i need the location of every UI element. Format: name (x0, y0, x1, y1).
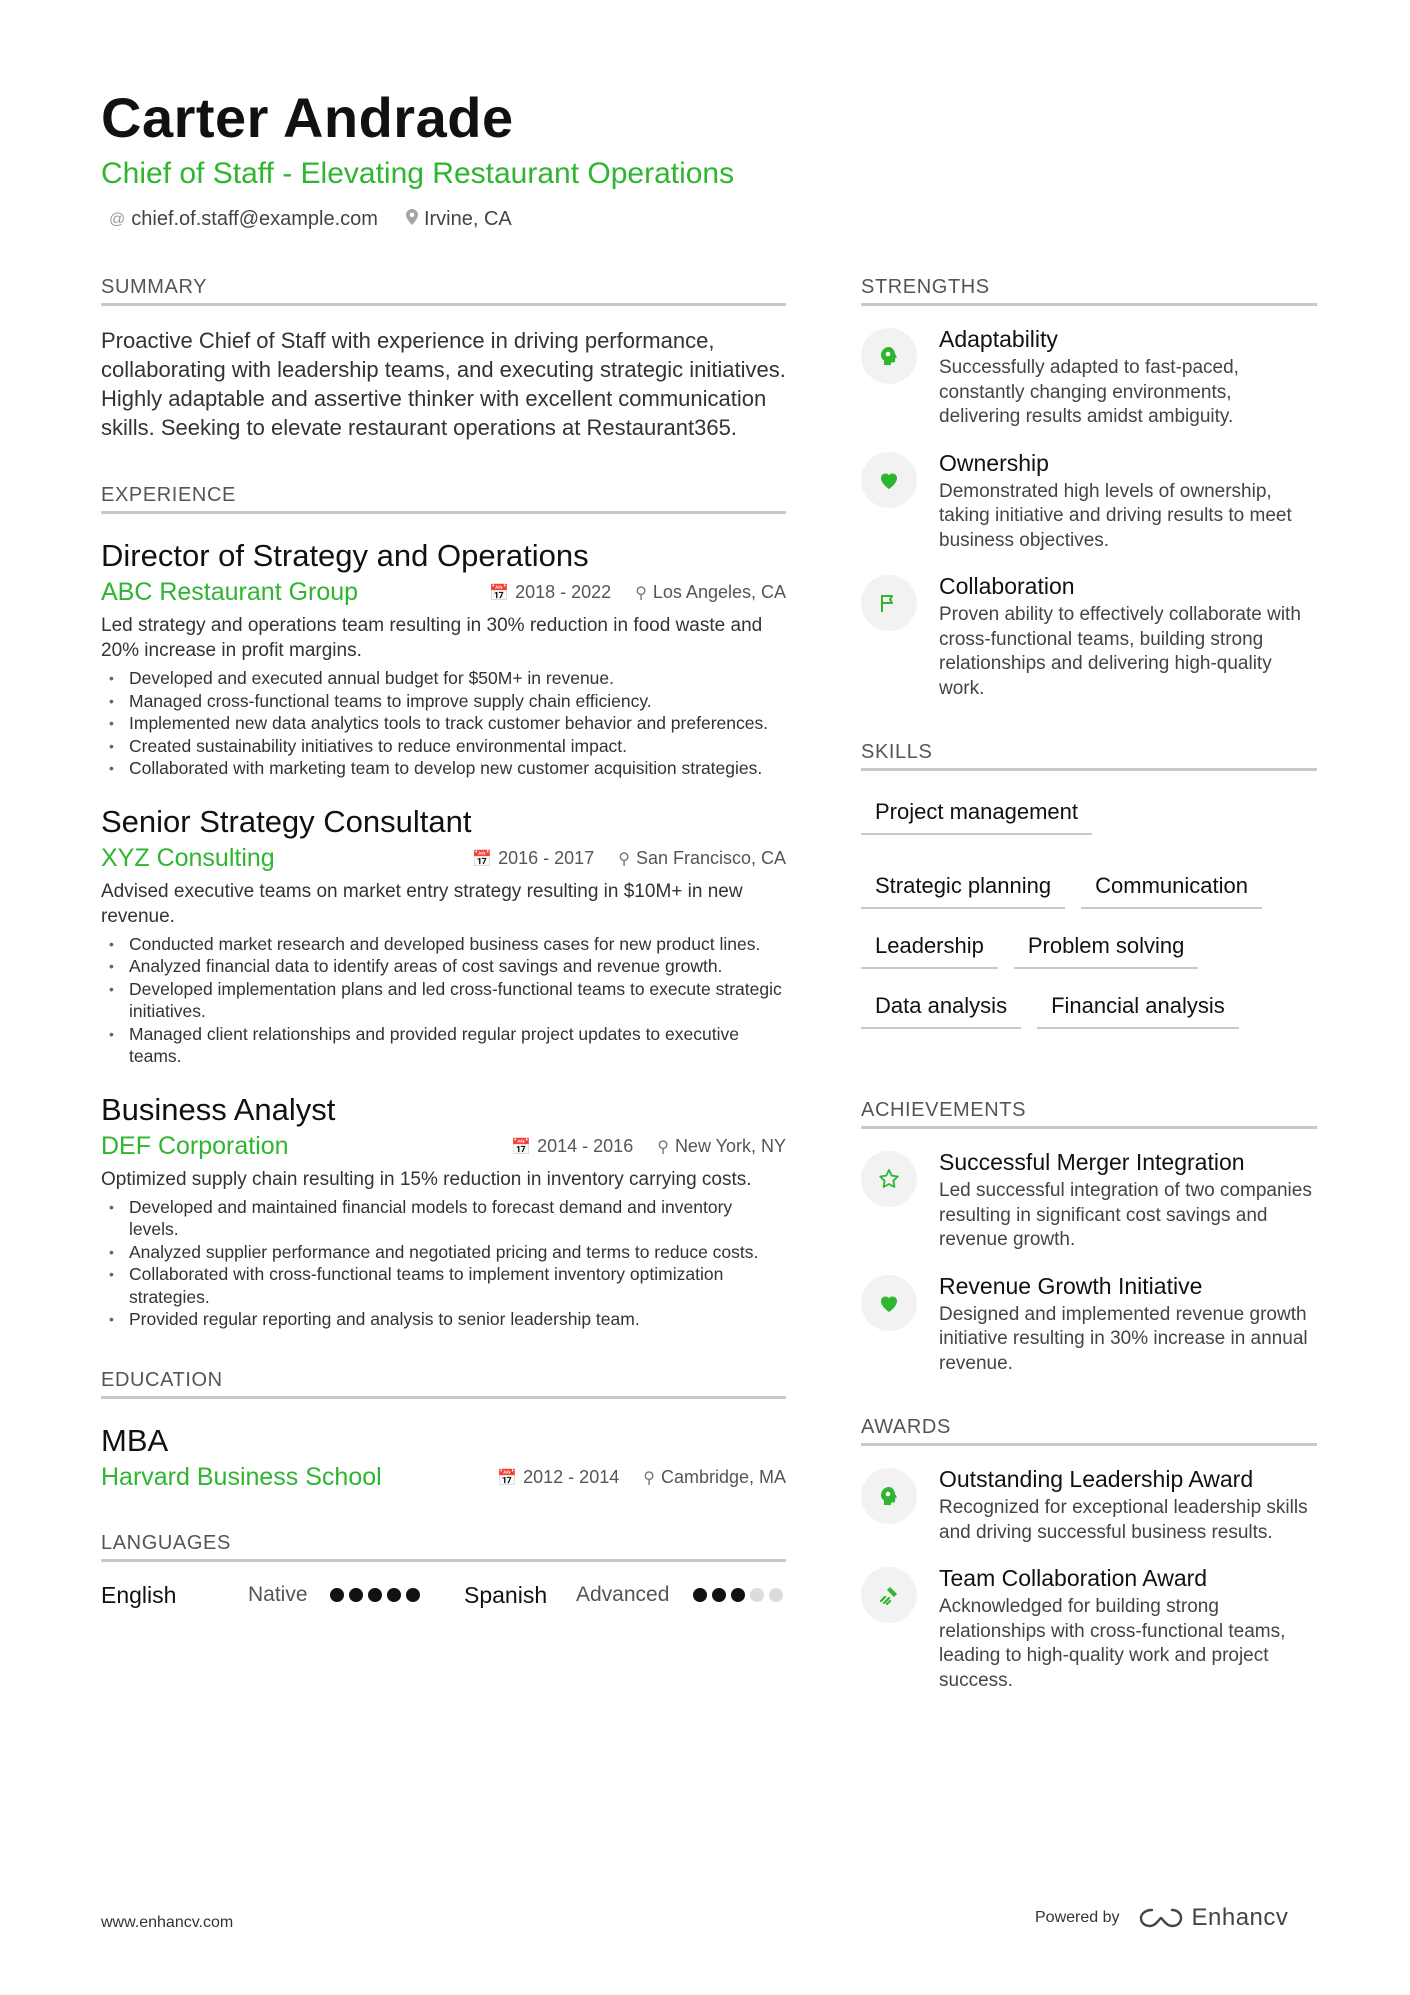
job-location (657, 1136, 786, 1157)
rating-dot (349, 1588, 363, 1602)
strengths-item-body (939, 328, 1317, 430)
bullet-item: • Collaborated with cross-functional teams to implement inventory optimization strategies. (101, 1263, 786, 1308)
job-entry (101, 1090, 786, 1331)
awards-heading: AWARDS (861, 1416, 1317, 1446)
job-bullets (101, 1196, 786, 1331)
rating-dot (712, 1588, 726, 1602)
job-dates (472, 848, 594, 869)
pin-icon: ⚲ (643, 1469, 655, 1487)
achievements-item-title: Revenue Growth Initiative (939, 1272, 1203, 1299)
education-row (101, 1463, 786, 1492)
job-row (101, 844, 786, 873)
footer-branding (1035, 1904, 1288, 1932)
brain-head-icon (861, 328, 917, 384)
education-dates: 2012 - 2014 (523, 1466, 620, 1487)
job-row (101, 578, 786, 607)
language-level: Advanced (576, 1583, 670, 1606)
language-rating (693, 1588, 783, 1602)
job-location (618, 848, 786, 869)
awards-item-title: Team Collaboration Award (939, 1565, 1208, 1591)
bullet-item: • Analyzed supplier performance and negotiated pricing and terms to reduce costs. (101, 1241, 786, 1264)
handshake-icon (861, 1567, 917, 1623)
bullet-item: • Developed and maintained financial models to forecast demand and inventory levels. (101, 1196, 786, 1241)
job-location (635, 582, 786, 603)
education-heading: EDUCATION (101, 1369, 786, 1399)
pin-icon: ⚲ (618, 850, 630, 868)
achievements-section (861, 1099, 1317, 1376)
achievements-item-title: Successful Merger Integration (939, 1149, 1245, 1175)
footer-website[interactable]: www.enhancv.com (101, 1914, 234, 1931)
heart-icon (861, 1275, 917, 1331)
candidate-title: Chief of Staff - Elevating Restaurant Operations (101, 157, 735, 190)
star-icon (861, 1151, 917, 1207)
awards-item-desc: Acknowledged for building strong relationships with cross-functional teams, leading to high-quality work and project success. (939, 1596, 1286, 1691)
achievements-item-desc: Led successful integration of two companies resulting in significant cost savings and revenue growth. (939, 1180, 1312, 1250)
job-location-text: Los Angeles, CA (652, 582, 786, 602)
company-name: DEF Corporation (101, 1131, 289, 1160)
skills-heading: SKILLS (861, 741, 1317, 771)
bullet-item: • Provided regular reporting and analysis to senior leadership team. (101, 1308, 786, 1331)
language-name: Spanish (464, 1581, 548, 1608)
strengths-item-body (939, 449, 1317, 554)
job-location-text: New York, NY (674, 1135, 786, 1156)
job-dates (511, 1136, 633, 1157)
skills-list (861, 789, 1317, 1029)
bullet-item: • Managed cross-functional teams to improve supply chain efficiency. (101, 690, 786, 713)
strengths-item (861, 575, 1317, 701)
job-dates (489, 582, 611, 603)
job-title: Business Analyst (101, 1091, 336, 1127)
summary-section (101, 276, 786, 442)
awards-section (861, 1416, 1317, 1693)
rating-dot (731, 1588, 745, 1602)
strengths-heading: STRENGTHS (861, 276, 1317, 306)
brain-head-icon (861, 1468, 917, 1524)
left-column (101, 276, 786, 1651)
strengths-item-desc: Demonstrated high levels of ownership, taking initiative and driving results to meet business objectives. (939, 480, 1292, 551)
bullet-item: • Implemented new data analytics tools to track customer behavior and preferences. (101, 712, 786, 735)
achievements-item-desc: Designed and implemented revenue growth initiative resulting in 30% increase in annual revenue. (939, 1303, 1308, 1374)
bullet-item: • Collaborated with marketing team to develop new customer acquisition strategies. (101, 757, 786, 780)
job-dates-text: 2016 - 2017 (498, 847, 595, 868)
strengths-item-title: Adaptability (939, 326, 1058, 352)
job-meta (489, 582, 786, 603)
rating-dot (387, 1588, 401, 1602)
job-description: Advised executive teams on market entry strategy resulting in $10M+ in new revenue. (101, 880, 743, 927)
pin-icon: ⚲ (657, 1138, 669, 1156)
job-description: Led strategy and operations team resulting in 30% reduction in food waste and 20% increase in profit margins. (101, 615, 763, 661)
rating-dot (406, 1588, 420, 1602)
job-meta (511, 1136, 786, 1157)
rating-dot (693, 1588, 707, 1602)
strengths-item-desc: Proven ability to effectively collaborate with cross-functional teams, building strong relationships and delivering high-quality work. (939, 604, 1301, 699)
language-level: Native (248, 1583, 308, 1606)
bullet-item: • Developed implementation plans and led cross-functional teams to execute strategic initiatives. (101, 978, 786, 1023)
strengths-item-desc: Successfully adapted to fast-paced, constantly changing environments, delivering results amidst ambiguity. (939, 357, 1239, 427)
job-bullets (101, 667, 786, 780)
contact-email[interactable] (109, 208, 378, 231)
company-name: XYZ Consulting (101, 843, 275, 872)
bullet-item: • Analyzed financial data to identify areas of cost savings and revenue growth. (101, 955, 786, 978)
awards-item (861, 1567, 1317, 1693)
achievements-item (861, 1272, 1317, 1377)
languages-row (101, 1582, 786, 1609)
job-location-text: San Francisco, CA (635, 847, 786, 868)
education-meta (497, 1467, 786, 1488)
calendar-icon: 📅 (497, 1469, 518, 1487)
resume-header (101, 84, 1321, 231)
pin-icon (406, 209, 418, 230)
strengths-item-title: Collaboration (939, 573, 1075, 599)
powered-by-label: Powered by (1035, 1909, 1120, 1926)
degree-title: MBA (101, 1422, 169, 1458)
calendar-icon: 📅 (472, 850, 493, 868)
job-meta (472, 848, 786, 869)
summary-heading: SUMMARY (101, 276, 786, 306)
strengths-item-body (939, 575, 1317, 701)
flag-icon (861, 575, 917, 631)
bullet-item: • Managed client relationships and provided regular project updates to executive teams. (101, 1023, 786, 1068)
skill-tag: Problem solving (1014, 923, 1199, 969)
rating-dot (368, 1588, 382, 1602)
strengths-item (861, 328, 1317, 430)
enhancv-logo[interactable] (1138, 1904, 1289, 1932)
job-row (101, 1132, 786, 1161)
location-text: Irvine, CA (423, 208, 512, 230)
strengths-item-title: Ownership (939, 449, 1049, 476)
skill-tag: Project management (861, 789, 1092, 835)
rating-dot (330, 1588, 344, 1602)
company-name: ABC Restaurant Group (101, 578, 359, 606)
strengths-item (861, 449, 1317, 554)
job-entry (101, 802, 786, 1068)
awards-item-body (939, 1567, 1317, 1693)
achievements-item-body (939, 1272, 1317, 1377)
candidate-name: Carter Andrade (101, 86, 514, 149)
job-bullets (101, 933, 786, 1068)
languages-section (101, 1532, 786, 1609)
job-title: Director of Strategy and Operations (101, 538, 589, 573)
languages-heading: LANGUAGES (101, 1532, 786, 1562)
contact-row (101, 208, 1321, 231)
bullet-item: • Created sustainability initiatives to reduce environmental impact. (101, 735, 786, 758)
education-section (101, 1369, 786, 1492)
contact-location (406, 208, 512, 231)
job-dates-text: 2018 - 2022 (515, 582, 612, 602)
achievements-item (861, 1151, 1317, 1253)
skill-tag: Strategic planning (861, 863, 1065, 909)
strengths-section (861, 276, 1317, 701)
calendar-icon: 📅 (511, 1138, 532, 1156)
skill-tag: Communication (1081, 863, 1262, 909)
skills-section (861, 741, 1317, 1029)
awards-item-desc: Recognized for exceptional leadership skills and driving successful business results. (939, 1497, 1308, 1543)
job-description: Optimized supply chain resulting in 15% reduction in inventory carrying costs. (101, 1168, 752, 1190)
awards-item (861, 1468, 1317, 1545)
calendar-icon: 📅 (489, 585, 510, 602)
summary-text: Proactive Chief of Staff with experience in driving performance, collaborating with leadership teams, and executing strategic initiatives. Highly adaptable and assertive thinker with excellent communication skills. Seeking to elevate restaurant operations at Restaurant365. (101, 328, 786, 440)
education-location: Cambridge, MA (660, 1466, 786, 1487)
heart-icon (861, 452, 917, 508)
language-name: English (101, 1581, 177, 1608)
skill-tag: Financial analysis (1037, 983, 1239, 1029)
school-name: Harvard Business School (101, 1462, 382, 1491)
enhancv-logo-icon (1138, 1907, 1184, 1929)
achievements-heading: ACHIEVEMENTS (861, 1099, 1317, 1129)
pin-icon: ⚲ (635, 585, 647, 602)
at-icon: @ (109, 210, 126, 228)
rating-dot (750, 1588, 764, 1602)
email-text: chief.of.staff@example.com (131, 208, 378, 230)
job-entry (101, 536, 786, 780)
awards-item-title: Outstanding Leadership Award (939, 1466, 1254, 1492)
achievements-item-body (939, 1151, 1317, 1253)
experience-heading: EXPERIENCE (101, 484, 786, 514)
rating-dot (769, 1588, 783, 1602)
skill-tag: Leadership (861, 923, 998, 969)
job-title: Senior Strategy Consultant (101, 803, 472, 839)
bullet-item: • Developed and executed annual budget for $50M+ in revenue. (101, 667, 786, 690)
language-rating (330, 1588, 420, 1602)
bullet-item: • Conducted market research and developed business cases for new product lines. (101, 933, 786, 956)
right-column (861, 276, 1317, 1735)
job-dates-text: 2014 - 2016 (537, 1135, 634, 1156)
awards-item-body (939, 1468, 1317, 1545)
brand-name: Enhancv (1191, 1904, 1289, 1931)
experience-section (101, 484, 786, 1331)
skill-tag: Data analysis (861, 983, 1021, 1029)
